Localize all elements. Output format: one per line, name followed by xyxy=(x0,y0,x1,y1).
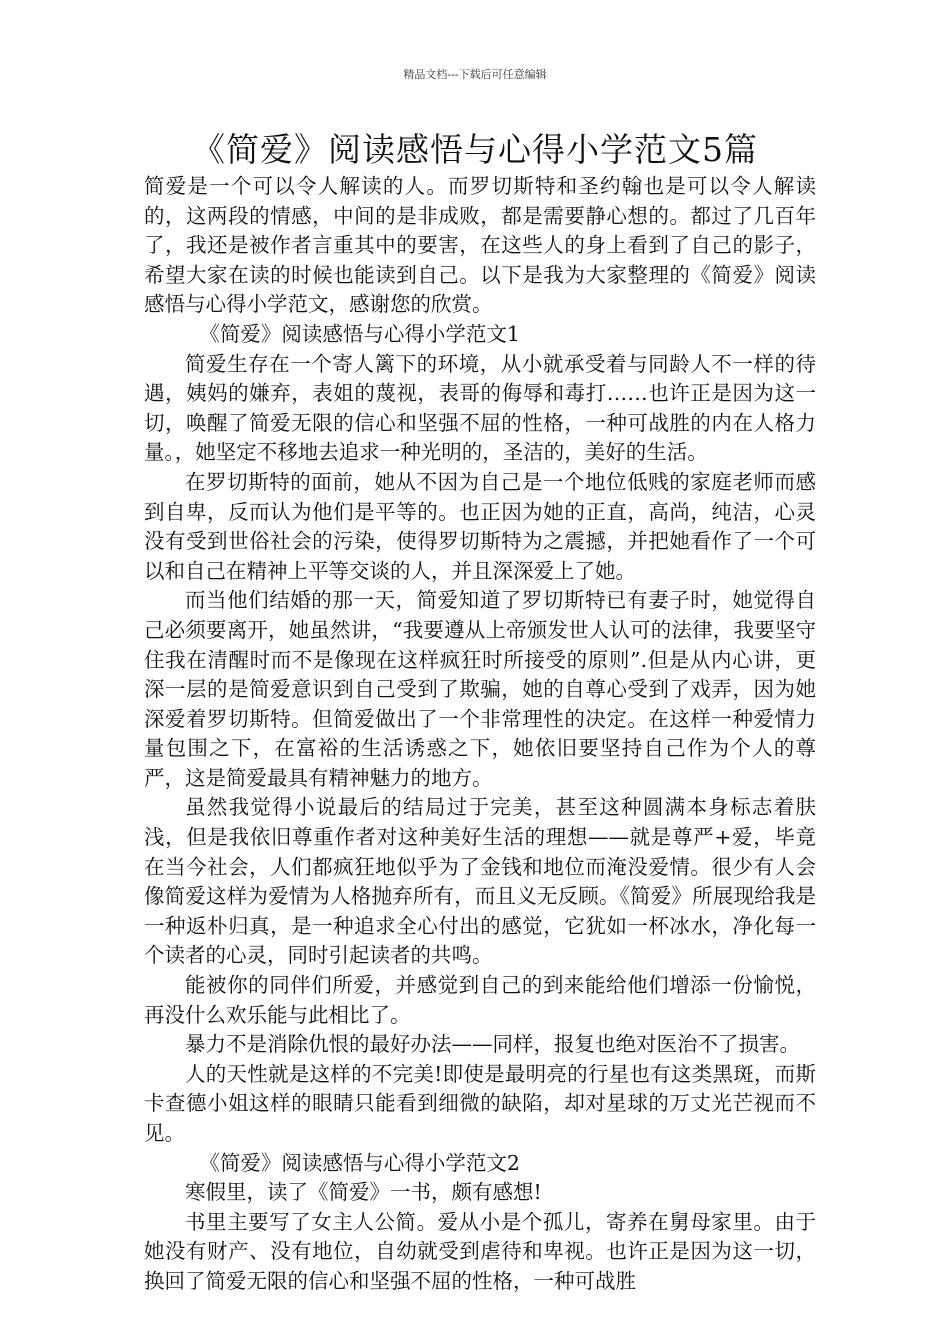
body-paragraph: 简爱生存在一个寄人篱下的环境，从小就承受着与同龄人不一样的待遇，姨妈的嫌弃，表姐的蔑视，表哥的侮辱和毒打……也许正是因为这一切，唤醒了简爱无限的信心和坚强不屈的性格，一种可战胜的内在人格力量。，她坚定不移地去追求一种光明的，圣洁的，美好的生活。 xyxy=(144,351,816,465)
body-paragraph: 能被你的同伴们所爱，并感觉到自己的到来能给他们增添一份愉悦，再没什么欢乐能与此相比了。 xyxy=(144,973,816,1027)
section-heading-1: 《简爱》阅读感悟与心得小学范文1 xyxy=(199,321,520,346)
body-paragraph: 暴力不是消除仇恨的最好办法——同样，报复也绝对医治不了损害。 xyxy=(185,1032,800,1057)
page-header: 精品文档---下载后可任意编辑 xyxy=(403,68,547,81)
body-paragraph: 人的天性就是这样的不完美!即使是最明亮的行星也有这类黑斑，而斯卡查德小姐这样的眼睛只能看到细微的缺陷，却对星球的万丈光芒视而不见。 xyxy=(144,1061,816,1145)
body-paragraph: 在罗切斯特的面前，她从不因为自己是一个地位低贱的家庭老师而感到自卑，反而认为他们是平等的。也正因为她的正直，高尚，纯洁，心灵没有受到世俗社会的污染，使得罗切斯特为之震撼，并把她看作了一个可以和自己在精神上平等交谈的人，并且深深爱上了她。 xyxy=(144,469,816,583)
document-body xyxy=(144,172,816,1297)
section-heading-2: 《简爱》阅读感悟与心得小学范文2 xyxy=(199,1150,520,1175)
body-paragraph: 虽然我觉得小说最后的结局过于完美，甚至这种圆满本身标志着肤浅，但是我依旧尊重作者对这种美好生活的理想——就是尊严+爱，毕竟在当今社会，人们都疯狂地似乎为了金钱和地位而淹没爱情。很少有人会像简爱这样为爱情为人格抛弃所有，而且义无反顾。《简爱》所展现给我是一种返朴归真，是一种追求全心付出的感觉，它犹如一杯冰水，净化每一个读者的心灵，同时引起读者的共鸣。 xyxy=(144,795,816,968)
body-paragraph: 寒假里，读了《简爱》一书，颇有感想! xyxy=(185,1180,542,1205)
body-paragraph: 而当他们结婚的那一天，简爱知道了罗切斯特已有妻子时，她觉得自己必须要离开，她虽然讲，“我要遵从上帝颁发世人认可的法律，我要坚守住我在清醒时而不是像现在这样疯狂时所接受的原则”.但是从内心讲，更深一层的是简爱意识到自己受到了欺骗，她的自尊心受到了戏弄，因为她深爱着罗切斯特。但简爱做出了一个非常理性的决定。在这样一种爱情力量包围之下，在富裕的生活诱惑之下，她依旧要坚持自己作为个人的尊严，这是简爱最具有精神魅力的地方。 xyxy=(144,588,816,790)
document-title: 《简爱》阅读感悟与心得小学范文5篇 xyxy=(192,130,758,169)
intro-paragraph: 简爱是一个可以令人解读的人。而罗切斯特和圣约翰也是可以令人解读的，这两段的情感，中间的是非成败，都是需要静心想的。都过了几百年了，我还是被作者言重其中的要害，在这些人的身上看到了自己的影子，希望大家在读的时候也能读到自己。以下是我为大家整理的《简爱》阅读感悟与心得小学范文，感谢您的欣赏。 xyxy=(144,174,816,317)
body-paragraph: 书里主要写了女主人公简。爱从小是个孤儿，寄养在舅母家里。由于她没有财产、没有地位，自幼就受到虐待和卑视。也许正是因为这一切，换回了简爱无限的信心和坚强不屈的性格，一种可战胜 xyxy=(144,1209,816,1293)
